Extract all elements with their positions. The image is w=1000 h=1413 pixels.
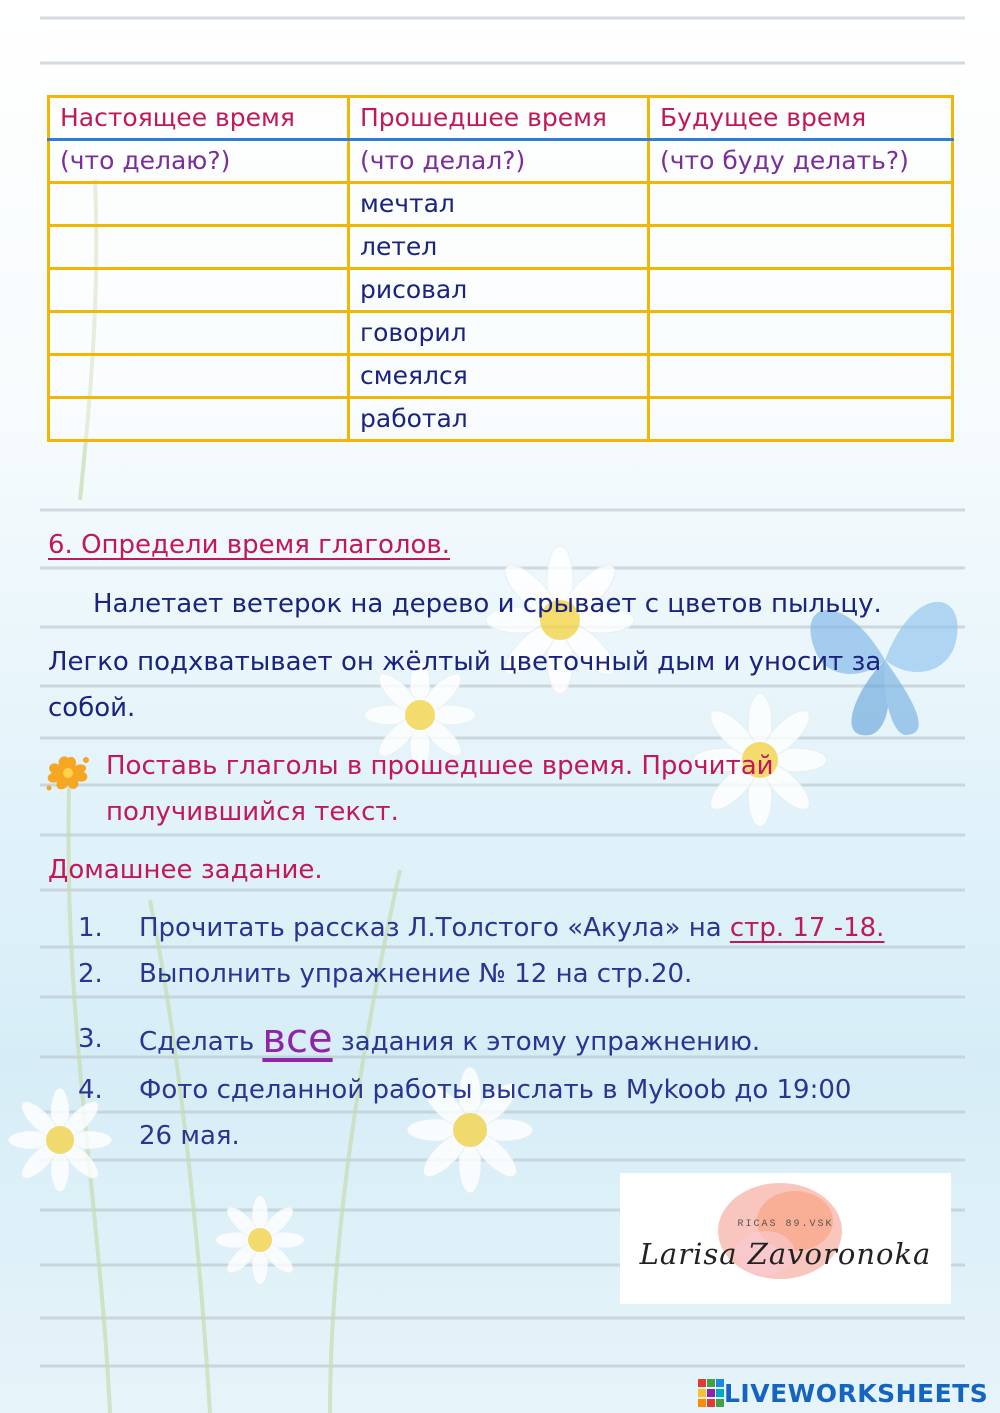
task6-instruction-2: получившийся текст. (106, 797, 399, 827)
task6-sentence-2: Легко подхватывает он жёлтый цветочный дым и уносит за (48, 647, 882, 677)
verb-cell: смеялся (349, 355, 649, 398)
verb-cell: говорил (349, 312, 649, 355)
answer-cell-present[interactable] (49, 398, 349, 441)
verb-cell: работал (349, 398, 649, 441)
verb-cell: мечтал (349, 183, 649, 226)
answer-cell-future[interactable] (649, 398, 953, 441)
homework-item-4-line-1: Фото сделанной работы выслать в Mykoob до 19:00 (139, 1075, 852, 1105)
question-present: (что делаю?) (49, 140, 349, 183)
signature-name: Larisa Zavoronoka (639, 1237, 932, 1271)
homework-title: Домашнее задание. (48, 855, 323, 885)
header-present: Настоящее время (49, 97, 349, 140)
table-row (49, 269, 953, 312)
author-signature (620, 1173, 951, 1304)
homework-item-1-text: Прочитать рассказ Л.Толстого «Акула» на (139, 913, 730, 943)
page-reference-link[interactable]: стр. 17 -18. (729, 913, 885, 943)
homework-item-2: Выполнить упражнение № 12 на стр.20. (139, 959, 693, 989)
verb-cell: летел (349, 226, 649, 269)
table-row (49, 398, 953, 441)
homework-item-number: 4. (78, 1075, 103, 1105)
signature-small-text: RICAS 89.VSK (737, 1219, 834, 1230)
homework-item-3-before: Сделать (139, 1027, 263, 1057)
answer-cell-present[interactable] (49, 312, 349, 355)
verb-tense-table (47, 95, 954, 442)
homework-item-number: 3. (78, 1024, 103, 1054)
header-future: Будущее время (649, 97, 953, 140)
verb-cell: рисовал (349, 269, 649, 312)
homework-item-number: 1. (78, 913, 103, 943)
table-row (49, 183, 953, 226)
question-future: (что буду делать?) (649, 140, 953, 183)
paint-splash-icon (44, 752, 92, 794)
table-question-row (49, 140, 953, 183)
answer-cell-future[interactable] (649, 312, 953, 355)
answer-cell-present[interactable] (49, 183, 349, 226)
question-past: (что делал?) (349, 140, 649, 183)
answer-cell-future[interactable] (649, 226, 953, 269)
answer-cell-present[interactable] (49, 355, 349, 398)
answer-cell-future[interactable] (649, 269, 953, 312)
task6-title: 6. Определи время глаголов. (48, 530, 451, 560)
table-row (49, 226, 953, 269)
emphasis-word: все (262, 1016, 333, 1062)
task6-sentence-1: Налетает ветерок на дерево и срывает с цветов пыльцу. (93, 589, 882, 619)
table-row (49, 312, 953, 355)
answer-cell-present[interactable] (49, 269, 349, 312)
table-row (49, 355, 953, 398)
answer-cell-future[interactable] (649, 183, 953, 226)
homework-item-3 (139, 1016, 760, 1062)
answer-cell-present[interactable] (49, 226, 349, 269)
liveworksheets-brand[interactable]: LIVEWORKSHEETS (724, 1378, 989, 1408)
liveworksheets-logo-icon (698, 1379, 724, 1407)
task6-instruction-1: Поставь глаголы в прошедшее время. Прочитай (106, 751, 774, 781)
header-past: Прошедшее время (349, 97, 649, 140)
task6-sentence-3: собой. (48, 693, 136, 723)
homework-item-1 (139, 913, 884, 943)
answer-cell-future[interactable] (649, 355, 953, 398)
homework-item-number: 2. (78, 959, 103, 989)
table-header-row (49, 97, 953, 140)
homework-item-4-line-2: 26 мая. (139, 1121, 240, 1151)
liveworksheets-footer (698, 1378, 988, 1408)
homework-item-3-after: задания к этому упражнению. (332, 1027, 761, 1057)
